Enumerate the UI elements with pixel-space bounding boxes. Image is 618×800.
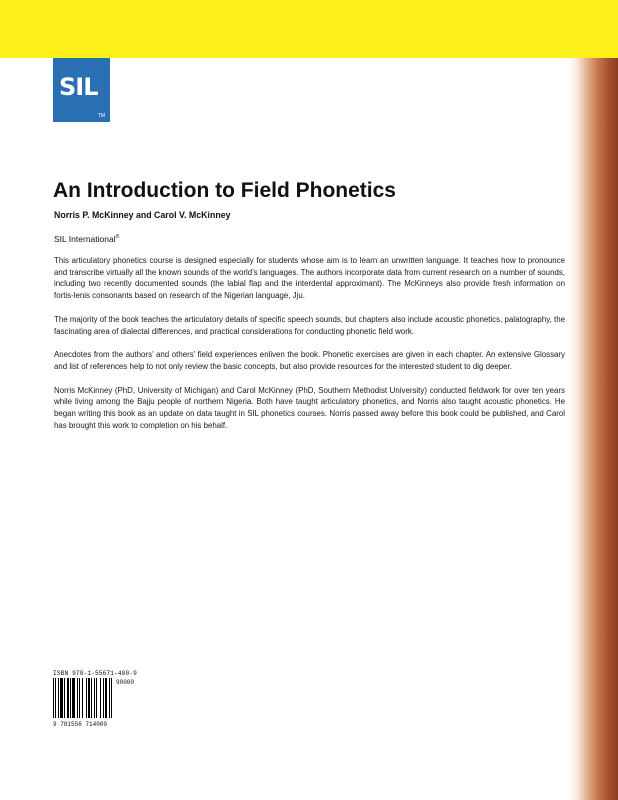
barcode-bar [72,678,75,718]
barcode-bar [53,678,54,718]
barcode-bar [86,678,87,718]
barcode-bar [82,678,83,718]
isbn-label: ISBN 978-1-55671-400-9 [53,670,137,677]
barcode-bar [103,678,104,718]
ean-digits: 9 781556 714009 [53,721,129,728]
publisher-line [54,233,119,245]
barcode-bar [105,678,107,718]
barcode-bar [60,678,63,718]
barcode-bar [109,678,110,718]
isbn-barcode [53,670,137,728]
logo-trademark: TM [97,113,105,119]
barcode-bar [100,678,101,718]
book-description [54,255,565,443]
barcode-bar [88,678,90,718]
barcode-bar [79,678,80,718]
description-paragraph: Norris McKinney (PhD, University of Michigan) and Carol McKinney (PhD, Southern Methodist University) conducted fieldwork for over ten years while living among the Bajju people of northern Nigeria. Both have taught articulatory phonetics, and Norris also taught acoustic phonetics. He began writing this book as an update on data taught in SIL phonetics courses. Norris passed away before this book could be published, and Carol has brought this work to completion on his behalf. [54,385,565,430]
book-authors: Norris P. McKinney and Carol V. McKinney [54,210,231,220]
barcode-bar [58,678,59,718]
registered-mark: ® [115,234,120,241]
barcode-bar [64,678,65,718]
spine-gradient [568,58,618,800]
barcode-bar [94,678,95,718]
barcode-bar [91,678,92,718]
barcode-bar [70,678,71,718]
sil-logo [53,58,110,122]
description-paragraph: Anecdotes from the authors’ and others’ field experiences enliven the book. Phonetic exercises are given in each chapter. An extensive Glossary and list of references help to not only review the basic concepts, but also provide resources for the interested student to dig deeper. [54,350,565,371]
barcode-bar [96,678,97,718]
publisher-name: SIL International [54,234,116,244]
barcode-bar [55,678,56,718]
book-title: An Introduction to Field Phonetics [53,179,396,202]
logo-text: SIL [59,73,98,101]
description-paragraph: The majority of the book teaches the articulatory details of specific speech sounds, but chapters also include acoustic phonetics, palatography, the fascinating area of dialectal differences, and practical considerations for conducting phonetic field work. [54,314,565,336]
barcode-bar [77,678,78,718]
price-code: 90000 [116,679,135,686]
barcode-bar [67,678,69,718]
description-paragraph: This articulatory phonetics course is designed especially for students whose aim is to learn an unwritten language. It teaches how to pronounce and transcribe virtually all the known sounds of the world’s languages. The authors incorporate data from current research on a number of sounds, including two recently documented sounds (the labial flap and the interdental approximant). The McKinneys also provide fresh information on fortis-lenis consonants based on research of the Nigerian language, Jju. [54,256,565,301]
barcode-bar [111,678,112,718]
top-color-band [0,0,618,58]
